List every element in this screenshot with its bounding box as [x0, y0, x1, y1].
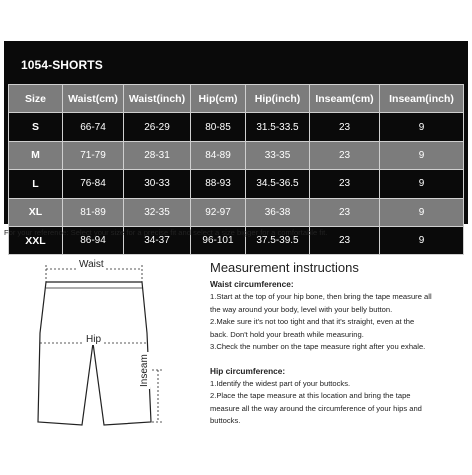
table-cell: 33-35 — [246, 142, 310, 170]
table-cell: 80-85 — [191, 113, 246, 141]
hip-label: Hip — [86, 334, 102, 345]
size-cell: S — [8, 113, 63, 141]
waist-line: back. Don't hold your breath while measuring. — [210, 329, 364, 339]
table-row — [8, 142, 464, 170]
inseam-label: Inseam — [139, 354, 150, 387]
table-cell: 34-37 — [124, 227, 191, 255]
table-cell: 26-29 — [124, 113, 191, 141]
chart-title: 1054-SHORTS — [21, 58, 103, 72]
size-cell: XXL — [8, 227, 63, 255]
size-cell: L — [8, 170, 63, 198]
waist-line: the way around your body, level with your belly button. — [210, 304, 393, 314]
instructions-title: Measurement instructions — [210, 260, 359, 275]
header-inseam-inch: Inseam(inch) — [380, 84, 464, 113]
header-waist-inch: Waist(inch) — [124, 84, 191, 113]
table-cell: 9 — [380, 227, 464, 255]
hip-line: buttocks. — [210, 416, 241, 425]
table-cell: 23 — [310, 170, 380, 198]
table-cell: 76-84 — [63, 170, 124, 198]
hip-heading: Hip circumference: — [210, 365, 286, 376]
hip-line: measure all the way around the circumference of your hips and — [210, 403, 422, 413]
table-cell: 37.5-39.5 — [246, 227, 310, 255]
table-cell: 30-33 — [124, 170, 191, 198]
table-row — [8, 113, 464, 141]
table-row — [8, 199, 464, 227]
waist-line: 1.Start at the top of your hip bone, then bring the tape measure all — [210, 292, 432, 301]
table-cell: 81-89 — [63, 199, 124, 227]
header-hip-inch: Hip(inch) — [246, 84, 310, 113]
table-cell: 36-38 — [246, 199, 310, 227]
table-cell: 96-101 — [191, 227, 246, 255]
table-cell: 86-94 — [63, 227, 124, 255]
table-header-row — [8, 84, 464, 113]
table-cell: 9 — [380, 113, 464, 141]
size-cell: XL — [8, 199, 63, 227]
measurement-instructions — [210, 260, 470, 428]
waist-heading: Waist circumference: — [210, 279, 294, 289]
table-cell: 84-89 — [191, 142, 246, 170]
table-cell: 9 — [380, 142, 464, 170]
table-cell: 92-97 — [191, 199, 246, 227]
table-cell: 66-74 — [63, 113, 124, 141]
header-hip-cm: Hip(cm) — [191, 84, 246, 113]
table-cell: 31.5-33.5 — [246, 113, 310, 141]
table-cell: 23 — [310, 113, 380, 141]
header-size: Size — [8, 84, 63, 113]
reference-note: For your reference: Select your size for a precise fit and select a size bigger for a comfortable fit. — [4, 228, 328, 237]
table-cell: 32-35 — [124, 199, 191, 227]
shorts-outline — [38, 282, 151, 425]
shorts-outline-drawing — [0, 248, 200, 470]
table-cell: 88-93 — [191, 170, 246, 198]
size-cell: M — [8, 142, 63, 170]
waist-line: 2.Make sure it's not too tight and that it's straight, even at the — [210, 317, 415, 326]
table-cell: 9 — [380, 199, 464, 227]
table-cell: 71-79 — [63, 142, 124, 170]
table-cell: 34.5-36.5 — [246, 170, 310, 198]
table-cell: 23 — [310, 227, 380, 255]
waist-label: Waist — [79, 259, 104, 270]
table-cell: 9 — [380, 170, 464, 198]
shorts-diagram — [0, 248, 200, 470]
waist-line: 3.Check the number on the tape measure right after you exhale. — [210, 342, 426, 351]
hip-line: 1.Identify the widest part of your buttocks. — [210, 378, 351, 388]
table-cell: 23 — [310, 199, 380, 227]
table-cell: 23 — [310, 142, 380, 170]
header-waist-cm: Waist(cm) — [63, 84, 124, 113]
hip-line: 2.Place the tape measure at this location and bring the tape — [210, 391, 411, 400]
table-row — [8, 170, 464, 198]
header-inseam-cm: Inseam(cm) — [310, 84, 380, 113]
table-cell: 28-31 — [124, 142, 191, 170]
